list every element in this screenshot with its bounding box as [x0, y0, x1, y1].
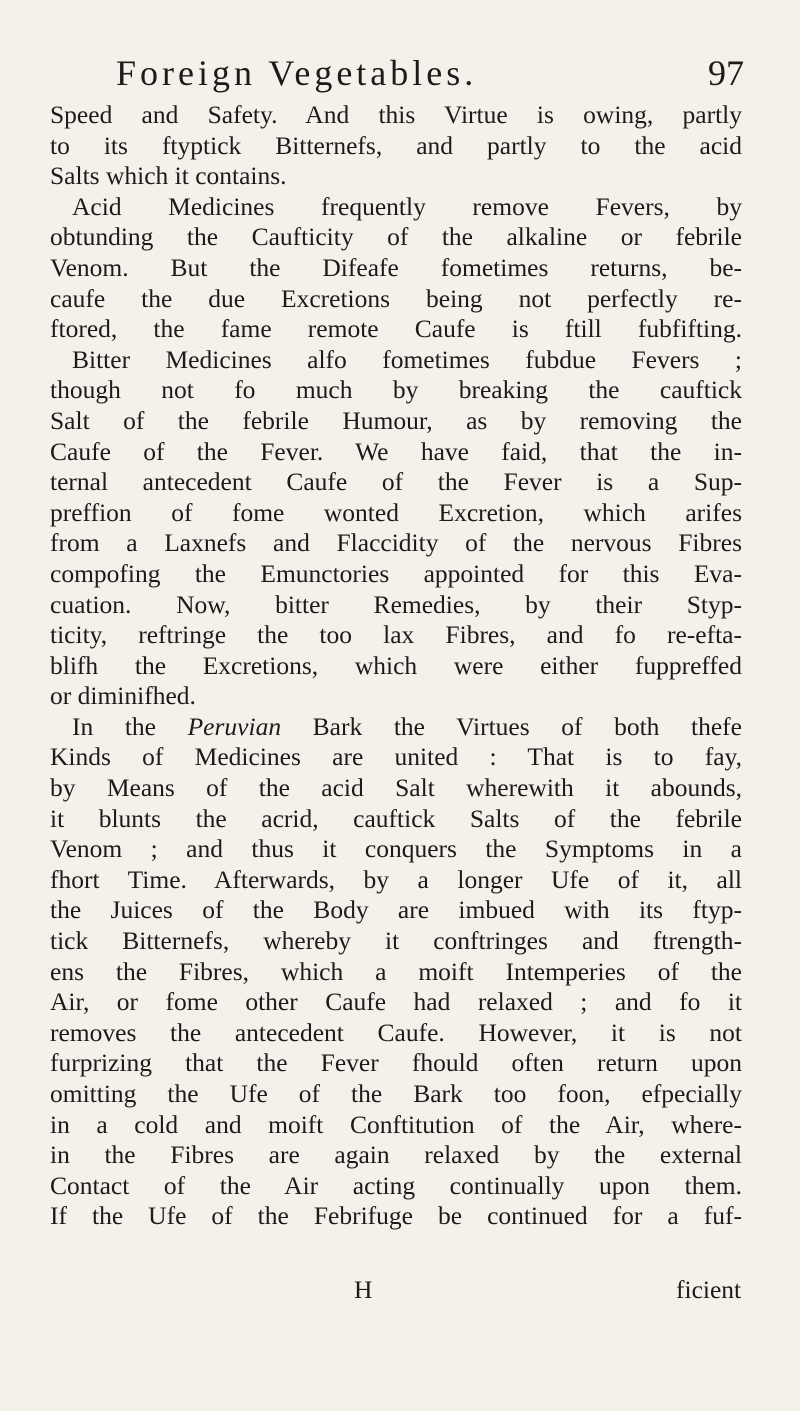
text-line: by Means of the acid Salt wherewith it abounds, [50, 773, 742, 803]
text-line: or diminifhed. [50, 681, 196, 711]
text-line: the Juices of the Body are imbued with its ftyp- [50, 895, 742, 925]
text-line: ens the Fibres, which a moift Intemperies of the [50, 956, 742, 986]
page-header [60, 46, 744, 100]
text-line: Kinds of Medicines are united : That is to fay, [50, 742, 742, 772]
text-line: preffion of fome wonted Excretion, which arifes [50, 497, 742, 527]
text-line: to its ftyptick Bitternefs, and partly to the acid [50, 130, 742, 160]
signature-mark: H [354, 1275, 373, 1304]
text-line: from a Laxnefs and Flaccidity of the nervous Fibres [50, 528, 742, 558]
text-line: Venom. But the Difeafe fometimes returns, be- [50, 252, 742, 282]
text-line: omitting the Ufe of the Bark too foon, efpecially [50, 1079, 742, 1108]
text-line: In the Peruvian Bark the Virtues of both thefe [72, 711, 742, 741]
text-line: cuation. Now, bitter Remedies, by their Styp- [50, 589, 742, 619]
text-line: in a cold and moift Conftitution of the Air, where- [50, 1109, 742, 1139]
text-line: Salts which it contains. [50, 161, 287, 191]
catchword: ficient [676, 1275, 742, 1304]
text-line: in the Fibres are again relaxed by the external [50, 1140, 742, 1170]
text-line: Venom ; and thus it conquers the Symptoms in a [50, 834, 742, 864]
text-line: obtunding the Caufticity of the alkaline or febrile [50, 222, 742, 252]
text-line: Bitter Medicines alfo fometimes fubdue Fevers ; [72, 344, 742, 374]
text-line: compofing the Emunctories appointed for this Eva- [50, 558, 742, 588]
text-line: Speed and Safety. And this Virtue is owing, partly [50, 100, 742, 129]
text-line: If the Ufe of the Febrifuge be continued for a fuf- [50, 1201, 742, 1231]
text-line: caufe the due Excretions being not perfectly re- [50, 283, 742, 313]
text-line: it blunts the acrid, cauftick Salts of the febrile [50, 803, 742, 833]
text-line: ticity, reftringe the too lax Fibres, and fo re-efta- [50, 620, 742, 650]
running-title: Foreign Vegetables. [116, 53, 478, 93]
text-line: Contact of the Air acting continually upon them. [50, 1170, 742, 1200]
text-line: ftored, the fame remote Caufe is ftill fubfifting. [50, 314, 742, 344]
text-line: tick Bitternefs, whereby it conftringes and ftrength- [50, 926, 742, 956]
text-line: blifh the Excretions, which were either fuppreffed [50, 650, 742, 680]
page-number: 97 [708, 53, 744, 93]
text-line: though not fo much by breaking the cauftick [50, 375, 742, 405]
text-line: removes the antecedent Caufe. However, it is not [50, 1017, 742, 1047]
text-line: ternal antecedent Caufe of the Fever is a Sup- [50, 467, 742, 497]
body-text [50, 100, 742, 1232]
page-footer [0, 1275, 800, 1307]
text-line: Salt of the febrile Humour, as by removing the [50, 405, 742, 435]
text-line: Acid Medicines frequently remove Fevers, by [72, 191, 742, 221]
text-line: fhort Time. Afterwards, by a longer Ufe of it, all [50, 864, 742, 894]
text-line: Caufe of the Fever. We have faid, that the in- [50, 436, 742, 466]
text-line: Air, or fome other Caufe had relaxed ; and fo it [50, 987, 742, 1017]
text-line: furprizing that the Fever fhould often return upon [50, 1048, 742, 1078]
